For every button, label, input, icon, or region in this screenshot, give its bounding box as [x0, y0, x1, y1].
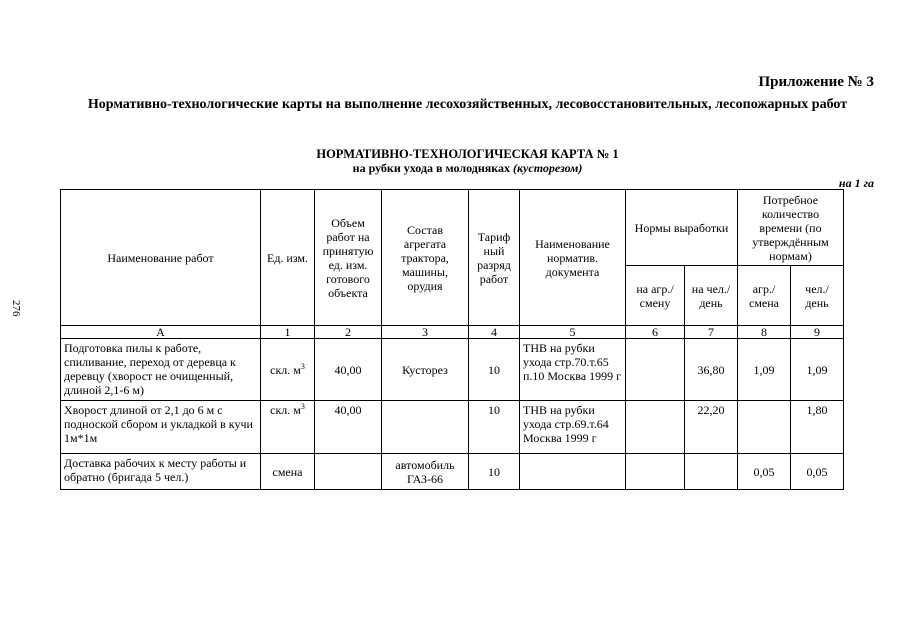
header-norms-agr: на агр./ смену [626, 266, 685, 326]
row-name: Хворост длиной от 2,1 до 6 м с подноской сбором и укладкой в кучи 1м*1м [61, 401, 261, 454]
row-composition: Кусторез [382, 339, 469, 401]
row-composition [382, 401, 469, 454]
row-tariff: 10 [469, 454, 520, 490]
row-volume: 40,00 [315, 401, 382, 454]
card-title: НОРМАТИВНО-ТЕХНОЛОГИЧЕСКАЯ КАРТА № 1 [316, 147, 619, 161]
column-number: 6 [626, 326, 685, 339]
header-norms-person: на чел./ день [685, 266, 738, 326]
header-unit: Ед. изм. [261, 190, 315, 326]
header-volume: Объем работ на принятую ед. изм. готового объекта [315, 190, 382, 326]
table-row [61, 401, 844, 454]
row-name: Доставка рабочих к месту работы и обратно (бригада 5 чел.) [61, 454, 261, 490]
row-tariff: 10 [469, 339, 520, 401]
header-composition: Состав агрегата трактора, машины, орудия [382, 190, 469, 326]
column-number: 8 [738, 326, 791, 339]
row-unit-sup: 3 [300, 361, 305, 371]
row-composition: автомобиль ГАЗ-66 [382, 454, 469, 490]
row-time-person: 0,05 [791, 454, 844, 490]
row-unit [261, 401, 315, 454]
header-doc: Наименование норматив. документа [520, 190, 626, 326]
row-norm-agr [626, 454, 685, 490]
row-norm-agr [626, 401, 685, 454]
row-unit-text: смена [272, 464, 303, 479]
header-time-agr: агр./ смена [738, 266, 791, 326]
card-subtitle-text: на рубки ухода в молодняках [352, 161, 510, 175]
row-time-agr: 1,09 [738, 339, 791, 401]
row-unit-sup: 3 [300, 402, 305, 411]
row-time-person: 1,09 [791, 339, 844, 401]
row-norm-agr [626, 339, 685, 401]
column-number-row [61, 326, 844, 339]
column-number: 2 [315, 326, 382, 339]
row-unit-text: скл. м [270, 403, 301, 417]
column-number: 7 [685, 326, 738, 339]
row-tariff: 10 [469, 401, 520, 454]
column-number: 3 [382, 326, 469, 339]
card-subtitle-italic: (кусторезом) [512, 161, 583, 175]
row-norm-person: 36,80 [685, 339, 738, 401]
unit-label: на 1 га [838, 176, 874, 190]
column-number: 9 [791, 326, 844, 339]
row-volume: 40,00 [315, 339, 382, 401]
column-number: А [61, 326, 261, 339]
row-norm-person: 22,20 [685, 401, 738, 454]
row-unit-text: скл. м [270, 362, 301, 377]
row-volume [315, 454, 382, 490]
norm-table [60, 189, 844, 490]
header-time: Потребное количество времени (по утверждённым нормам) [738, 190, 844, 266]
table-row [61, 339, 844, 401]
row-unit [261, 339, 315, 401]
row-doc: ТНВ на рубки ухода стр.69.т.64 Москва 1999 г [520, 401, 626, 454]
row-norm-person [685, 454, 738, 490]
header-tariff: Тариф ный разряд работ [469, 190, 520, 326]
column-number: 1 [261, 326, 315, 339]
row-time-person: 1,80 [791, 401, 844, 454]
column-number: 5 [520, 326, 626, 339]
header-name: Наименование работ [61, 190, 261, 326]
row-doc: ТНВ на рубки ухода стр.70.т.65 п.10 Москва 1999 г [520, 339, 626, 401]
row-unit [261, 454, 315, 490]
document-title: Нормативно-технологические карты на выполнение лесохозяйственных, лесовосстановительных, лесопожарных работ [87, 97, 848, 112]
page-number: 276 [10, 300, 22, 317]
appendix-label: Приложение № 3 [758, 74, 874, 90]
row-doc [520, 454, 626, 490]
row-time-agr [738, 401, 791, 454]
header-norms: Нормы выработки [626, 190, 738, 266]
row-name: Подготовка пилы к работе, спиливание, переход от деревца к деревцу (хворост не очищенный, длиной 2,1-6 м) [61, 339, 261, 401]
row-time-agr: 0,05 [738, 454, 791, 490]
table-row [61, 454, 844, 490]
header-time-person: чел./ день [791, 266, 844, 326]
column-number: 4 [469, 326, 520, 339]
card-subtitle [60, 161, 875, 175]
